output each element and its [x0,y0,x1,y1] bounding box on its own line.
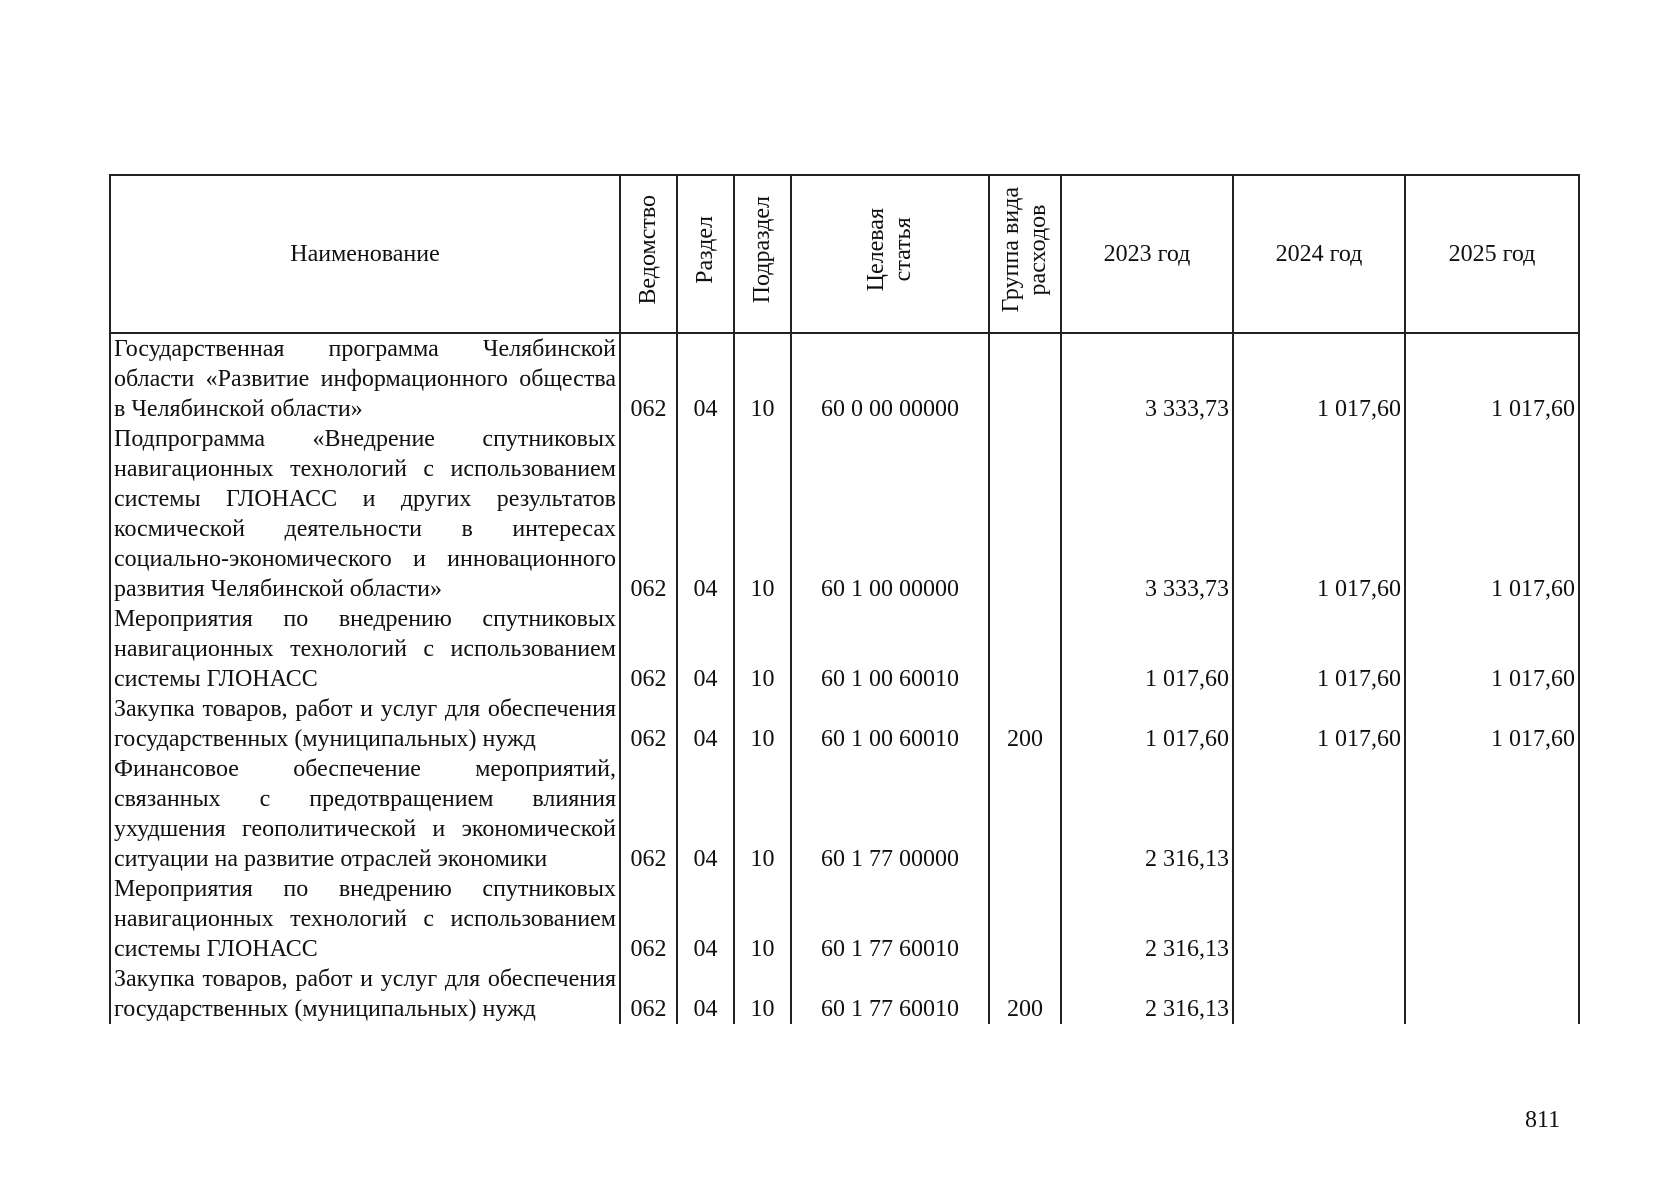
row-amount-2025: 1 017,60 [1405,604,1579,694]
row-name: Закупка товаров, работ и услуг для обеспечения государственных (муниципальных) нужд [110,964,620,1024]
row-section: 04 [677,964,734,1024]
header-name: Наименование [110,175,620,333]
header-section [677,175,734,333]
row-amount-2023: 1 017,60 [1061,604,1233,694]
header-expense-group [989,175,1061,333]
row-amount-2024 [1233,754,1405,874]
row-target-item: 60 1 77 00000 [791,754,989,874]
table-body [110,333,1579,1024]
row-expense-group: 200 [989,964,1061,1024]
row-expense-group [989,333,1061,424]
row-amount-2024: 1 017,60 [1233,424,1405,604]
row-section: 04 [677,754,734,874]
row-section: 04 [677,604,734,694]
row-amount-2024 [1233,874,1405,964]
row-department: 062 [620,604,677,694]
row-name: Мероприятия по внедрению спутниковых навигационных технологий с использованием системы ГЛОНАСС [110,604,620,694]
row-amount-2025 [1405,964,1579,1024]
row-subsection: 10 [734,964,791,1024]
table-row [110,754,1579,874]
row-section: 04 [677,874,734,964]
row-expense-group [989,874,1061,964]
row-subsection: 10 [734,333,791,424]
row-name: Мероприятия по внедрению спутниковых навигационных технологий с использованием системы ГЛОНАСС [110,874,620,964]
row-target-item: 60 1 00 60010 [791,694,989,754]
table-row [110,874,1579,964]
row-amount-2024: 1 017,60 [1233,604,1405,694]
row-target-item: 60 1 00 60010 [791,604,989,694]
row-amount-2024: 1 017,60 [1233,694,1405,754]
row-target-item: 60 1 00 00000 [791,424,989,604]
header-department-label: Ведомство [635,195,661,305]
row-department: 062 [620,754,677,874]
header-2024: 2024 год [1233,175,1405,333]
row-department: 062 [620,964,677,1024]
row-subsection: 10 [734,694,791,754]
row-amount-2025 [1405,754,1579,874]
table-row [110,604,1579,694]
row-target-item: 60 0 00 00000 [791,333,989,424]
row-amount-2025: 1 017,60 [1405,424,1579,604]
header-2025: 2025 год [1405,175,1579,333]
row-subsection: 10 [734,604,791,694]
table-header [110,175,1579,333]
row-department: 062 [620,333,677,424]
row-expense-group: 200 [989,694,1061,754]
row-amount-2024 [1233,964,1405,1024]
row-name: Закупка товаров, работ и услуг для обеспечения государственных (муниципальных) нужд [110,694,620,754]
row-subsection: 10 [734,754,791,874]
page-number: 811 [1525,1107,1561,1133]
header-department [620,175,677,333]
row-name: Финансовое обеспечение мероприятий, связанных с предотвращением влияния ухудшения геополитической и экономической ситуации на развитие отраслей экономики [110,754,620,874]
header-2023: 2023 год [1061,175,1233,333]
row-target-item: 60 1 77 60010 [791,874,989,964]
row-amount-2025 [1405,874,1579,964]
row-amount-2023: 2 316,13 [1061,754,1233,874]
table-row [110,964,1579,1024]
table-row [110,424,1579,604]
row-section: 04 [677,424,734,604]
row-amount-2023: 2 316,13 [1061,964,1233,1024]
row-department: 062 [620,424,677,604]
header-subsection [734,175,791,333]
row-department: 062 [620,694,677,754]
row-department: 062 [620,874,677,964]
row-expense-group [989,754,1061,874]
row-subsection: 10 [734,424,791,604]
row-amount-2023: 3 333,73 [1061,333,1233,424]
row-subsection: 10 [734,874,791,964]
row-section: 04 [677,333,734,424]
row-amount-2025: 1 017,60 [1405,333,1579,424]
header-target-item-label: Целевая статья [863,208,916,292]
table-row [110,333,1579,424]
header-expense-group-label: Группа вида расходов [998,187,1051,313]
row-expense-group [989,424,1061,604]
row-amount-2023: 1 017,60 [1061,694,1233,754]
row-section: 04 [677,694,734,754]
row-target-item: 60 1 77 60010 [791,964,989,1024]
table-row [110,694,1579,754]
header-section-label: Раздел [692,216,718,284]
header-target-item [791,175,989,333]
header-subsection-label: Подраздел [749,196,775,304]
row-name: Государственная программа Челябинской области «Развитие информационного общества в Челябинской области» [110,333,620,424]
row-amount-2023: 2 316,13 [1061,874,1233,964]
row-expense-group [989,604,1061,694]
row-name: Подпрограмма «Внедрение спутниковых навигационных технологий с использованием системы ГЛОНАСС и других результатов космической деятельности в интересах социально-экономического и инновационного развития Челябинской области» [110,424,620,604]
row-amount-2023: 3 333,73 [1061,424,1233,604]
row-amount-2025: 1 017,60 [1405,694,1579,754]
budget-table [109,174,1580,1024]
row-amount-2024: 1 017,60 [1233,333,1405,424]
